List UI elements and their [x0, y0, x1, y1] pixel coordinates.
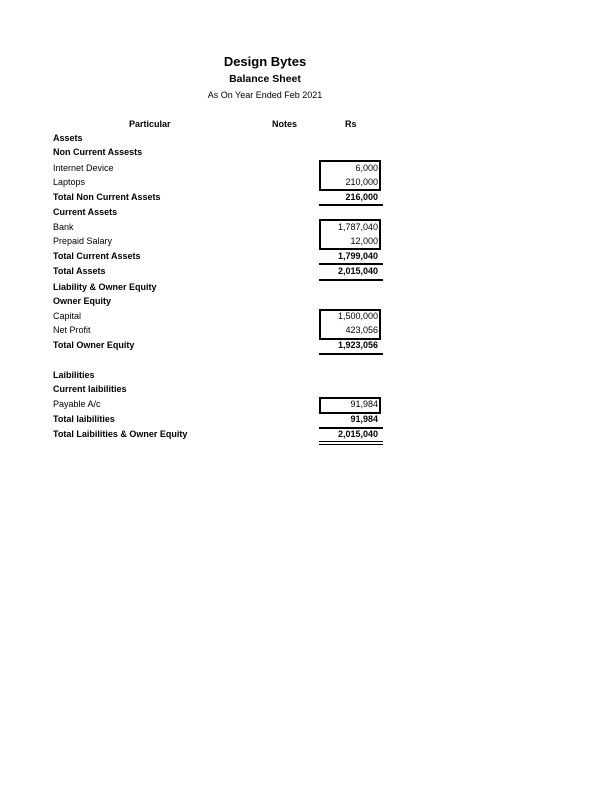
row-value: 216,000 [345, 192, 378, 202]
row-label: Total Owner Equity [53, 340, 135, 350]
row-value: 1,500,000 [337, 311, 378, 321]
row-label: Bank [53, 222, 74, 232]
rule-total-assets [319, 279, 383, 281]
row-label: Capital [53, 311, 82, 321]
row-value: 1,799,040 [337, 251, 378, 261]
row-label: Owner Equity [53, 296, 112, 306]
col-notes: Notes [272, 119, 298, 129]
row-label: Laibilities [53, 370, 95, 380]
company-name: Design Bytes [223, 54, 307, 69]
row-value: 1,923,056 [337, 340, 378, 350]
col-amount: Rs [345, 119, 357, 129]
row-value: 1,787,040 [337, 222, 378, 232]
rule-total-owner-equity [319, 353, 383, 355]
row-value: 91,984 [350, 399, 378, 409]
row-label: Total Current Assets [53, 251, 141, 261]
row-label: Total Laibilities & Owner Equity [53, 429, 188, 439]
rule-total-current [319, 263, 383, 265]
row-label: Net Profit [53, 325, 91, 335]
row-value: 2,015,040 [337, 266, 378, 276]
statement-title: Balance Sheet [229, 73, 301, 85]
row-label: Non Current Assests [53, 147, 143, 157]
row-value: 2,015,040 [337, 429, 378, 439]
col-particular: Particular [129, 119, 171, 129]
row-label: Liability & Owner Equity [53, 282, 157, 292]
row-label: Total laibilities [53, 414, 115, 424]
statement-period: As On Year Ended Feb 2021 [207, 90, 323, 100]
row-label: Laptops [53, 177, 86, 187]
row-label: Payable A/c [53, 399, 101, 409]
row-label: Internet Device [53, 163, 114, 173]
row-value: 6,000 [355, 163, 378, 173]
row-label: Prepaid Salary [53, 236, 113, 246]
row-label: Assets [53, 133, 83, 143]
row-label: Current laibilities [53, 384, 127, 394]
row-value: 91,984 [350, 414, 378, 424]
row-label: Current Assets [53, 207, 118, 217]
rule-total-non-current [319, 204, 383, 206]
row-label: Total Non Current Assets [53, 192, 161, 202]
row-value: 423,056 [345, 325, 378, 335]
row-value: 12,000 [350, 236, 378, 246]
row-label: Total Assets [53, 266, 106, 276]
row-value: 210,000 [345, 177, 378, 187]
double-rule-grand-total [319, 441, 383, 445]
